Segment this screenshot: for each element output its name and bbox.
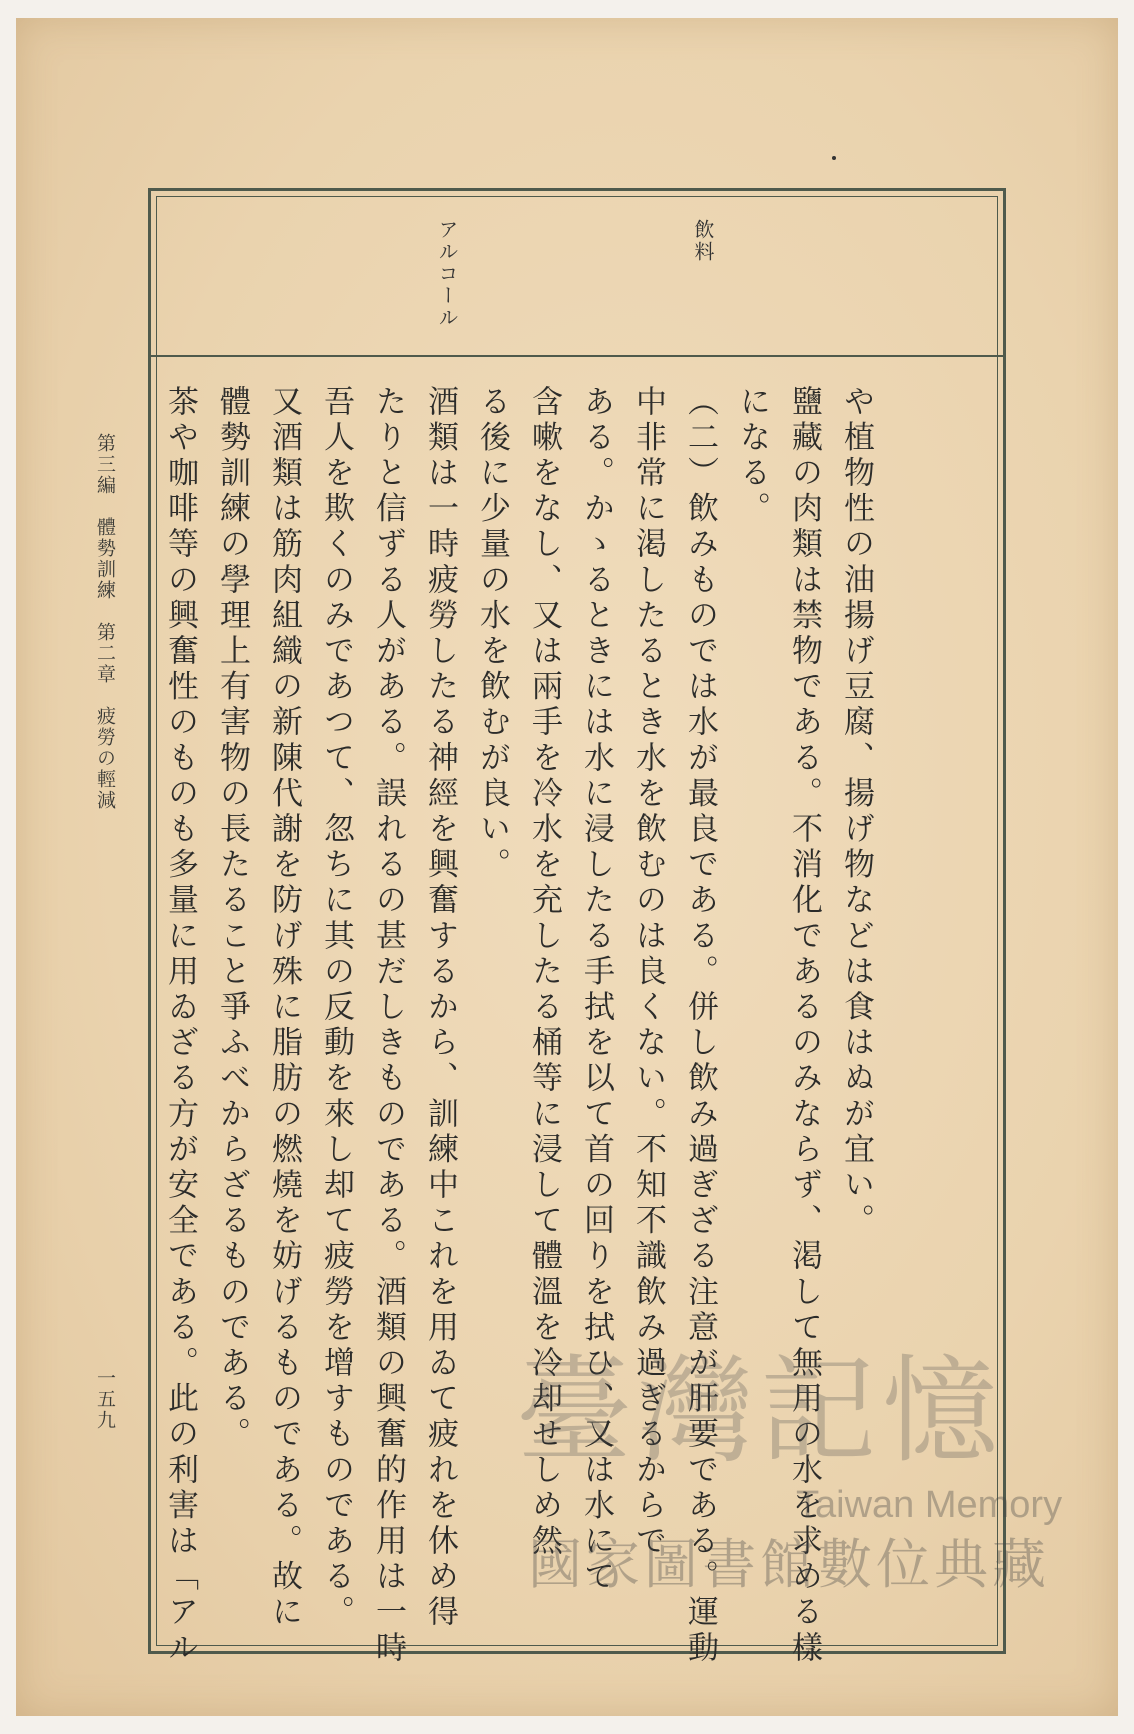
- body-column-7: 含嗽をなし、又は兩手を冷水を充したる桶等に浸して體溫を冷却せしめ然: [526, 385, 562, 1560]
- running-header: 第三編 體勢訓練 第二章 疲勞の輕減: [94, 433, 116, 811]
- body-column-11: 吾人を欺くのみであつて、忽ちに其の反動を來し却て疲勞を增すものである。: [318, 385, 354, 1631]
- ink-speck: [832, 156, 836, 160]
- body-column-6: ある。かゝるときには水に浸したる手拭を以て首の回りを拭ひ、又は水にて: [578, 385, 614, 1596]
- body-column-2: 鹽藏の肉類は禁物である。不消化であるのみならず、渇して無用の水を求める樣: [786, 385, 822, 1667]
- margin-heading-alcohol: アルコール: [435, 219, 459, 329]
- body-column-5: 中非常に渇したるとき水を飲むのは良くない。不知不識飲み過ぎるからで: [630, 385, 666, 1560]
- body-column-13: 體勢訓練の學理上有害物の長たること爭ふべからざるものである。: [214, 385, 250, 1453]
- watermark-title: 臺灣記憶: [516, 1344, 1004, 1479]
- book-page: [16, 18, 1118, 1716]
- body-column-12: 又酒類は筋肉組織の新陳代謝を防げ殊に脂肪の燃燒を妨げるものである。故に: [266, 385, 302, 1631]
- header-divider: [151, 355, 1003, 357]
- body-column-10: たりと信ずる人がある。誤れるの甚だしきものである。酒類の興奮的作用は一時: [370, 385, 406, 1667]
- body-column-4: （二）飲みものでは水が最良である。併し飲み過ぎざる注意が肝要である。運動: [682, 385, 718, 1667]
- body-column-9: 酒類は一時疲勞したる神經を興奮するから、訓練中これを用ゐて疲れを休め得: [422, 385, 458, 1631]
- margin-heading-inryo: 飲料: [691, 219, 715, 263]
- body-column-1: や植物性の油揚げ豆腐、揚げ物などは食はぬが宜い。: [838, 385, 874, 1240]
- watermark-english: Taiwan Memory: [796, 1484, 1063, 1526]
- page-number: 一五九: [94, 1368, 116, 1431]
- body-column-3: になる。: [734, 385, 770, 528]
- body-column-14: 茶や咖啡等の興奮性のものも多量に用ゐざる方が安全である。此の利害は「アル: [162, 385, 198, 1667]
- body-column-8: る後に少量の水を飲むが良い。: [474, 385, 510, 884]
- watermark-subtitle: 國家圖書館數位典藏: [528, 1533, 1050, 1596]
